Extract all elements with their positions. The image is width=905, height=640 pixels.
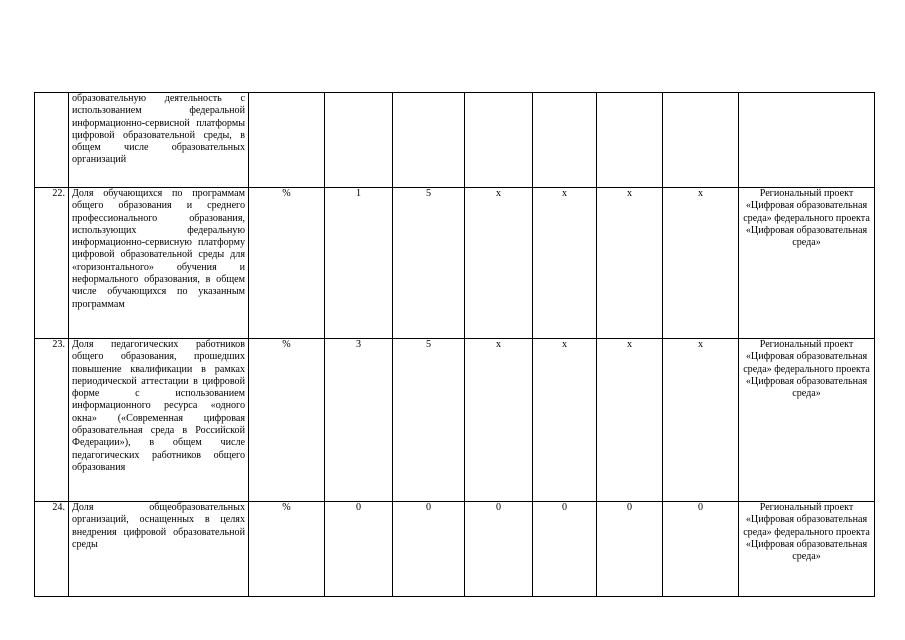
value-cell	[533, 93, 597, 188]
value-cell: х	[533, 188, 597, 339]
value-cell: 5	[393, 188, 465, 339]
value-cell: 3	[325, 339, 393, 502]
row-number: 23.	[35, 339, 69, 502]
source-cell: Региональный проект «Цифровая образовательная среда» федерального проекта «Цифровая образовательная среда»	[739, 502, 875, 597]
indicator-description: Доля обучающихся по программам общего образования и среднего профессионального образования, использующих федеральную информационно-сервисную платформу цифровой образовательной среды для «горизонтального» обучения и неформального образования, в общем числе обучающихся по указанным программам	[69, 188, 249, 339]
unit-cell: %	[249, 339, 325, 502]
row-number: 24.	[35, 502, 69, 597]
value-cell: х	[533, 339, 597, 502]
value-cell: 0	[393, 502, 465, 597]
value-cell	[663, 93, 739, 188]
unit-cell: %	[249, 188, 325, 339]
value-cell: х	[663, 339, 739, 502]
value-cell	[325, 93, 393, 188]
value-cell: 1	[325, 188, 393, 339]
value-cell: 0	[663, 502, 739, 597]
unit-cell	[249, 93, 325, 188]
row-number	[35, 93, 69, 188]
table-row	[35, 188, 875, 339]
value-cell: 0	[597, 502, 663, 597]
indicators-table	[34, 92, 875, 597]
source-cell	[739, 93, 875, 188]
value-cell	[465, 93, 533, 188]
value-cell: х	[597, 339, 663, 502]
source-cell: Региональный проект «Цифровая образовательная среда» федерального проекта «Цифровая образовательная среда»	[739, 188, 875, 339]
value-cell: 0	[465, 502, 533, 597]
indicator-description: образовательную деятельность с использованием федеральной информационно-сервисной платформы цифровой образовательной среды, в общем числе образовательных организаций	[69, 93, 249, 188]
indicator-description: Доля общеобразовательных организаций, оснащенных в целях внедрения цифровой образовательной среды	[69, 502, 249, 597]
unit-cell: %	[249, 502, 325, 597]
table-row	[35, 502, 875, 597]
value-cell: х	[465, 339, 533, 502]
value-cell: 0	[533, 502, 597, 597]
value-cell	[597, 93, 663, 188]
table-row	[35, 93, 875, 188]
value-cell: х	[465, 188, 533, 339]
value-cell	[393, 93, 465, 188]
source-cell: Региональный проект «Цифровая образовательная среда» федерального проекта «Цифровая образовательная среда»	[739, 339, 875, 502]
value-cell: 0	[325, 502, 393, 597]
table-row	[35, 339, 875, 502]
value-cell: 5	[393, 339, 465, 502]
value-cell: х	[597, 188, 663, 339]
row-number: 22.	[35, 188, 69, 339]
value-cell: х	[663, 188, 739, 339]
indicator-description: Доля педагогических работников общего образования, прошедших повышение квалификации в рамках периодической аттестации в цифровой форме с использованием информационного ресурса «одного окна» («Современная цифровая образовательная среда в Российской Федерации»), в общем числе педагогических работников общего образования	[69, 339, 249, 502]
